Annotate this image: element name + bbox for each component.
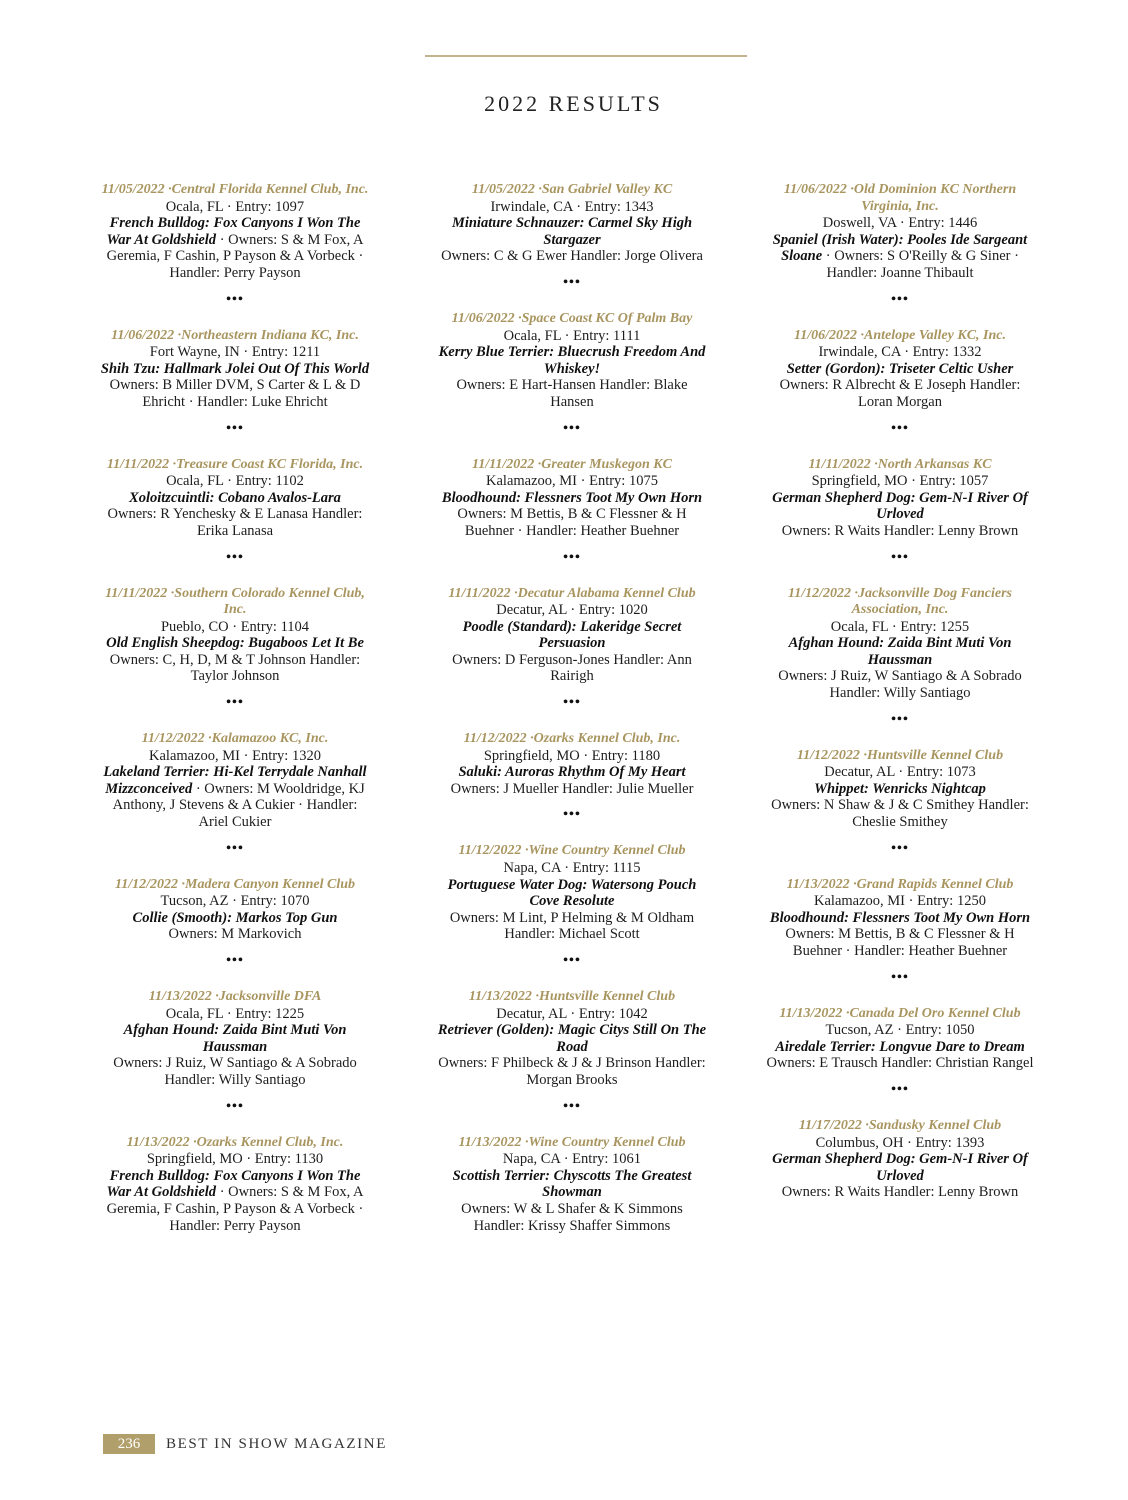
entry-club: · Southern Colorado Kennel Club, Inc. <box>167 586 365 618</box>
entry-dog: Retriever (Golden): Magic Citys Still On The Road <box>437 1022 707 1055</box>
entry-body <box>765 781 1035 831</box>
entry-dog: Saluki: Auroras Rhythm Of My Heart <box>458 764 686 781</box>
entry-club: · San Gabriel Valley KC <box>535 182 672 197</box>
entry-body <box>437 490 707 540</box>
entry-dog: Collie (Smooth): Markos Top Gun <box>132 909 338 926</box>
entry-details: Owners: D Ferguson-Jones Handler: Ann Rairigh <box>452 651 692 685</box>
entry-dog: Poodle (Standard): Lakeridge Secret Persuasion <box>462 618 682 652</box>
entry-dog: Bloodhound: Flessners Toot My Own Horn <box>769 909 1031 926</box>
entry-separator: ••• <box>891 420 909 436</box>
result-entry <box>437 1135 707 1235</box>
entry-club: · Wine Country Kennel Club <box>521 843 685 858</box>
entry-location: Ocala, FL · Entry: 1111 <box>503 327 641 344</box>
entry-details: Owners: R Waits Handler: Lenny Brown <box>781 1184 1019 1201</box>
entry-details: Owners: J Ruiz, W Santiago & A Sobrado Handler: Willy Santiago <box>778 668 1022 702</box>
entry-location: Kalamazoo, MI · Entry: 1250 <box>814 893 986 910</box>
page-title: 2022 RESULTS <box>484 90 663 116</box>
entry-dog: German Shepherd Dog: Gem-N-I River Of Urloved <box>772 1151 1028 1184</box>
entry-heading <box>765 877 1035 894</box>
result-entry <box>765 1006 1035 1072</box>
entry-location: Decatur, AL · Entry: 1073 <box>824 764 976 781</box>
result-entry <box>765 328 1035 411</box>
entry-body <box>100 215 370 281</box>
magazine-name: BEST IN SHOW MAGAZINE <box>166 1436 387 1452</box>
entry-heading <box>765 586 1035 619</box>
entry-location: Ocala, FL · Entry: 1102 <box>166 473 304 490</box>
entry-separator: ••• <box>226 420 244 436</box>
entry-location: Kalamazoo, MI · Entry: 1075 <box>486 473 658 490</box>
entry-body <box>437 1168 707 1234</box>
result-entry <box>100 457 370 540</box>
entry-body <box>765 232 1035 282</box>
result-entry <box>100 182 370 282</box>
result-entry <box>437 731 707 797</box>
entry-date: 11/11/2022 <box>105 585 168 601</box>
entry-separator: ••• <box>563 953 581 968</box>
entry-details: Owners: B Miller DVM, S Carter & L & D Ehricht · Handler: Luke Ehricht <box>109 377 361 410</box>
entry-separator: ••• <box>226 291 244 307</box>
entry-details: Owners: E Hart-Hansen Handler: Blake Hansen <box>456 377 688 410</box>
entry-body <box>765 1151 1035 1201</box>
entry-details: Owners: M Bettis, B & C Flessner & H Buehner · Handler: Heather Buehner <box>457 506 687 539</box>
entry-dog: Xoloitzcuintli: Cobano Avalos-Lara <box>129 489 341 506</box>
entry-location: Springfield, MO · Entry: 1180 <box>483 747 661 764</box>
entry-separator: ••• <box>563 695 581 711</box>
entry-details: Owners: E Trausch Handler: Christian Rangel <box>766 1055 1034 1072</box>
entry-details: Owners: M Markovich <box>168 926 302 943</box>
entry-club: · Space Coast KC Of Palm Bay <box>515 311 693 326</box>
entry-details: Owners: R Albrecht & E Joseph Handler: Loran Morgan <box>779 377 1021 410</box>
result-entry <box>765 586 1035 702</box>
entry-details: Owners: F Philbeck & J & J Brinson Handler: Morgan Brooks <box>438 1055 706 1088</box>
entry-dog: Afghan Hound: Zaida Bint Muti Von Haussman <box>788 635 1012 668</box>
entry-location: Ocala, FL · Entry: 1097 <box>165 198 305 215</box>
entry-heading <box>100 586 370 619</box>
entry-separator: ••• <box>226 695 244 711</box>
entry-body <box>437 877 707 943</box>
entry-club: · Kalamazoo KC, Inc. <box>205 731 329 746</box>
results-column-3 <box>765 182 1035 1201</box>
entry-details: Owners: C, H, D, M & T Johnson Handler: Taylor Johnson <box>109 651 361 685</box>
entry-date: 11/17/2022 <box>798 1117 862 1133</box>
entry-separator: ••• <box>226 840 244 856</box>
result-entry <box>437 182 707 265</box>
results-column-1 <box>100 182 370 1234</box>
entry-heading <box>437 731 707 748</box>
entry-body <box>100 1022 370 1088</box>
entry-heading <box>437 182 707 199</box>
entry-club: · North Arkansas KC <box>871 457 992 472</box>
entry-body <box>100 635 370 685</box>
entry-details: · Owners: S & M Fox, A Geremia, F Cashin, P Payson & A Vorbeck · Handler: Perry Payson <box>106 1184 364 1234</box>
entry-location: Napa, CA · Entry: 1061 <box>502 1151 642 1168</box>
entry-date: 11/11/2022 <box>472 456 535 472</box>
entry-club: · Canada Del Oro Kennel Club <box>842 1006 1020 1021</box>
entry-club: · Antelope Valley KC, Inc. <box>857 328 1006 343</box>
entry-club: · Huntsville Kennel Club <box>860 748 1003 763</box>
entry-dog: Scottish Terrier: Chyscotts The Greatest Showman <box>452 1167 692 1201</box>
entry-club: · Decatur Alabama Kennel Club <box>511 586 696 601</box>
entry-date: 11/06/2022 <box>111 327 175 343</box>
entry-date: 11/13/2022 <box>148 989 212 1004</box>
entry-date: 11/12/2022 <box>463 731 527 747</box>
entry-date: 11/12/2022 <box>141 731 205 747</box>
result-entry <box>100 328 370 411</box>
entry-date: 11/12/2022 <box>787 585 851 601</box>
entry-location: Doswell, VA · Entry: 1446 <box>822 215 978 232</box>
entry-details: · Owners: M Wooldridge, KJ Anthony, J Stevens & A Cukier · Handler: Ariel Cukier <box>112 780 365 831</box>
entry-heading <box>765 748 1035 765</box>
entry-dog: Whippet: Wenricks Nightcap <box>814 780 986 797</box>
entry-location: Fort Wayne, IN · Entry: 1211 <box>149 344 321 361</box>
result-entry <box>765 748 1035 831</box>
entry-separator: ••• <box>226 549 244 565</box>
entry-separator: ••• <box>563 549 581 565</box>
entry-dog: Kerry Blue Terrier: Bluecrush Freedom And Whiskey! <box>438 344 706 377</box>
entry-separator: ••• <box>563 807 581 823</box>
entry-dog: Bloodhound: Flessners Toot My Own Horn <box>441 489 703 506</box>
entry-dog: German Shepherd Dog: Gem-N-I River Of Urloved <box>772 489 1028 523</box>
entry-heading <box>437 989 707 1006</box>
entry-location: Springfield, MO · Entry: 1130 <box>146 1151 324 1168</box>
entry-separator: ••• <box>891 549 909 565</box>
entry-club: · Old Dominion KC Northern Virginia, Inc. <box>847 182 1016 214</box>
entry-body <box>437 764 707 797</box>
result-entry <box>765 877 1035 960</box>
entry-heading <box>437 457 707 474</box>
entry-date: 11/06/2022 <box>783 182 847 197</box>
entry-body <box>100 910 370 943</box>
result-entry <box>437 457 707 540</box>
entry-club: · Northeastern Indiana KC, Inc. <box>174 328 359 343</box>
entry-date: 11/12/2022 <box>458 843 522 859</box>
entry-location: Columbus, OH · Entry: 1393 <box>815 1134 985 1151</box>
entry-location: Ocala, FL · Entry: 1255 <box>830 618 970 635</box>
entry-heading <box>100 328 370 345</box>
result-entry <box>437 311 707 411</box>
entry-heading <box>765 457 1035 474</box>
entry-heading <box>100 457 370 474</box>
entry-club: · Jacksonville DFA <box>212 989 322 1004</box>
entry-club: · Central Florida Kennel Club, Inc. <box>165 182 369 197</box>
entry-body <box>100 361 370 411</box>
entry-club: · Wine Country Kennel Club <box>521 1135 685 1150</box>
entry-separator: ••• <box>891 1081 909 1097</box>
entry-details: · Owners: S & M Fox, A Geremia, F Cashin, P Payson & A Vorbeck · Handler: Perry Payson <box>106 231 364 281</box>
entry-date: 11/12/2022 <box>115 876 179 892</box>
entry-body <box>100 1168 370 1234</box>
entry-separator: ••• <box>226 1098 244 1114</box>
entry-dog: Miniature Schnauzer: Carmel Sky High Stargazer <box>451 215 693 248</box>
entry-dog: Setter (Gordon): Triseter Celtic Usher <box>786 360 1014 377</box>
entry-details: Owners: J Mueller Handler: Julie Mueller <box>450 780 694 797</box>
entry-date: 11/11/2022 <box>808 456 871 472</box>
entry-body <box>437 1022 707 1088</box>
entry-body <box>765 1039 1035 1072</box>
entry-club: · Greater Muskegon KC <box>534 457 672 472</box>
entry-dog: Lakeland Terrier: Hi-Kel Terrydale Nanhall Mizzconceived <box>103 764 367 797</box>
header-rule <box>425 55 747 57</box>
entry-separator: ••• <box>563 420 581 436</box>
entry-date: 11/12/2022 <box>796 747 860 763</box>
entry-location: Decatur, AL · Entry: 1042 <box>496 1005 648 1022</box>
entry-dog: Afghan Hound: Zaida Bint Muti Von Haussman <box>123 1022 347 1055</box>
entry-heading <box>100 989 370 1006</box>
entry-location: Kalamazoo, MI · Entry: 1320 <box>149 747 321 764</box>
entry-heading <box>765 1118 1035 1135</box>
entry-heading <box>437 843 707 860</box>
entry-separator: ••• <box>563 274 581 290</box>
entry-club: · Ozarks Kennel Club, Inc. <box>527 731 681 746</box>
entry-date: 11/13/2022 <box>786 876 850 892</box>
entry-dog: French Bulldog: Fox Canyons I Won The War At Goldshield <box>106 215 361 248</box>
entry-details: Owners: M Bettis, B & C Flessner & H Buehner · Handler: Heather Buehner <box>785 926 1015 959</box>
entry-dog: Old English Sheepdog: Bugaboos Let It Be <box>106 635 364 652</box>
entry-body <box>765 490 1035 540</box>
entry-body <box>765 635 1035 701</box>
entry-heading <box>100 182 370 199</box>
entry-date: 11/06/2022 <box>794 327 858 343</box>
entry-location: Decatur, AL · Entry: 1020 <box>496 602 648 619</box>
entry-separator: ••• <box>563 1098 581 1114</box>
entry-club: · Huntsville Kennel Club <box>532 989 675 1004</box>
entry-location: Ocala, FL · Entry: 1225 <box>165 1005 305 1022</box>
entry-heading <box>100 1135 370 1152</box>
entry-heading <box>765 1006 1035 1023</box>
entry-date: 11/05/2022 <box>471 182 535 197</box>
entry-club: · Jacksonville Dog Fanciers Association, Inc. <box>851 586 1012 618</box>
result-entry <box>437 843 707 943</box>
entry-date: 11/13/2022 <box>458 1134 522 1150</box>
entry-body <box>100 490 370 540</box>
entry-body <box>765 910 1035 960</box>
entry-club: · Grand Rapids Kennel Club <box>850 877 1014 892</box>
entry-details: Owners: C & G Ewer Handler: Jorge Olivera <box>441 248 703 265</box>
entry-date: 11/13/2022 <box>779 1005 843 1021</box>
entry-location: Napa, CA · Entry: 1115 <box>503 860 641 877</box>
entry-location: Springfield, MO · Entry: 1057 <box>811 473 989 490</box>
results-column-2 <box>437 182 707 1234</box>
entry-details: · Owners: S O'Reilly & G Siner · Handler: Joanne Thibault <box>822 248 1019 281</box>
entry-location: Tucson, AZ · Entry: 1070 <box>160 893 310 910</box>
entry-date: 11/13/2022 <box>468 989 532 1004</box>
entry-heading <box>437 1135 707 1152</box>
result-entry <box>765 457 1035 540</box>
entry-club: · Madera Canyon Kennel Club <box>178 877 355 892</box>
entry-body <box>437 344 707 410</box>
entry-details: Owners: R Waits Handler: Lenny Brown <box>781 522 1019 539</box>
entry-location: Irwindale, CA · Entry: 1343 <box>490 198 654 215</box>
entry-dog: Airedale Terrier: Longvue Dare to Dream <box>775 1038 1025 1055</box>
entry-body <box>437 215 707 265</box>
entry-body <box>437 619 707 685</box>
entry-details: Owners: J Ruiz, W Santiago & A Sobrado Handler: Willy Santiago <box>113 1055 357 1088</box>
entry-club: · Treasure Coast KC Florida, Inc. <box>169 457 363 472</box>
entry-details: Owners: N Shaw & J & C Smithey Handler: Cheslie Smithey <box>771 797 1029 831</box>
entry-details: Owners: R Yenchesky & E Lanasa Handler: Erika Lanasa <box>107 506 363 539</box>
entry-details: Owners: W & L Shafer & K Simmons Handler: Krissy Shaffer Simmons <box>461 1200 683 1234</box>
entry-heading <box>437 586 707 603</box>
result-entry <box>765 182 1035 282</box>
result-entry <box>100 989 370 1089</box>
entry-dog: French Bulldog: Fox Canyons I Won The War At Goldshield <box>106 1167 361 1201</box>
result-entry <box>100 731 370 831</box>
entry-separator: ••• <box>226 953 244 968</box>
result-entry <box>100 877 370 943</box>
entry-date: 11/06/2022 <box>451 310 515 326</box>
entry-dog: Portuguese Water Dog: Watersong Pouch Cove Resolute <box>447 876 697 910</box>
result-entry <box>100 1135 370 1235</box>
entry-heading <box>437 311 707 328</box>
result-entry <box>437 586 707 686</box>
result-entry <box>765 1118 1035 1201</box>
page-number: 236 <box>103 1434 155 1454</box>
entry-location: Pueblo, CO · Entry: 1104 <box>160 618 310 635</box>
entry-date: 11/05/2022 <box>101 182 165 197</box>
entry-heading <box>765 328 1035 345</box>
entry-separator: ••• <box>891 291 909 307</box>
entry-date: 11/13/2022 <box>126 1134 190 1150</box>
result-entry <box>100 586 370 686</box>
entry-heading <box>100 877 370 894</box>
entry-club: · Ozarks Kennel Club, Inc. <box>190 1135 344 1150</box>
entry-details: Owners: M Lint, P Helming & M Oldham Handler: Michael Scott <box>449 909 695 943</box>
entry-location: Irwindale, CA · Entry: 1332 <box>818 344 982 361</box>
entry-separator: ••• <box>891 840 909 856</box>
entry-body <box>765 361 1035 411</box>
entry-location: Tucson, AZ · Entry: 1050 <box>825 1022 975 1039</box>
entry-date: 11/11/2022 <box>448 585 511 601</box>
entry-club: · Sandusky Kennel Club <box>862 1118 1001 1133</box>
entry-separator: ••• <box>891 711 909 727</box>
entry-heading <box>765 182 1035 215</box>
entry-separator: ••• <box>891 969 909 985</box>
entry-body <box>100 764 370 830</box>
entry-heading <box>100 731 370 748</box>
result-entry <box>437 989 707 1089</box>
entry-dog: Shih Tzu: Hallmark Jolei Out Of This World <box>100 360 370 377</box>
entry-date: 11/11/2022 <box>106 456 170 472</box>
entry-dog: Spaniel (Irish Water): Pooles Ide Sargeant Sloane <box>772 231 1028 265</box>
